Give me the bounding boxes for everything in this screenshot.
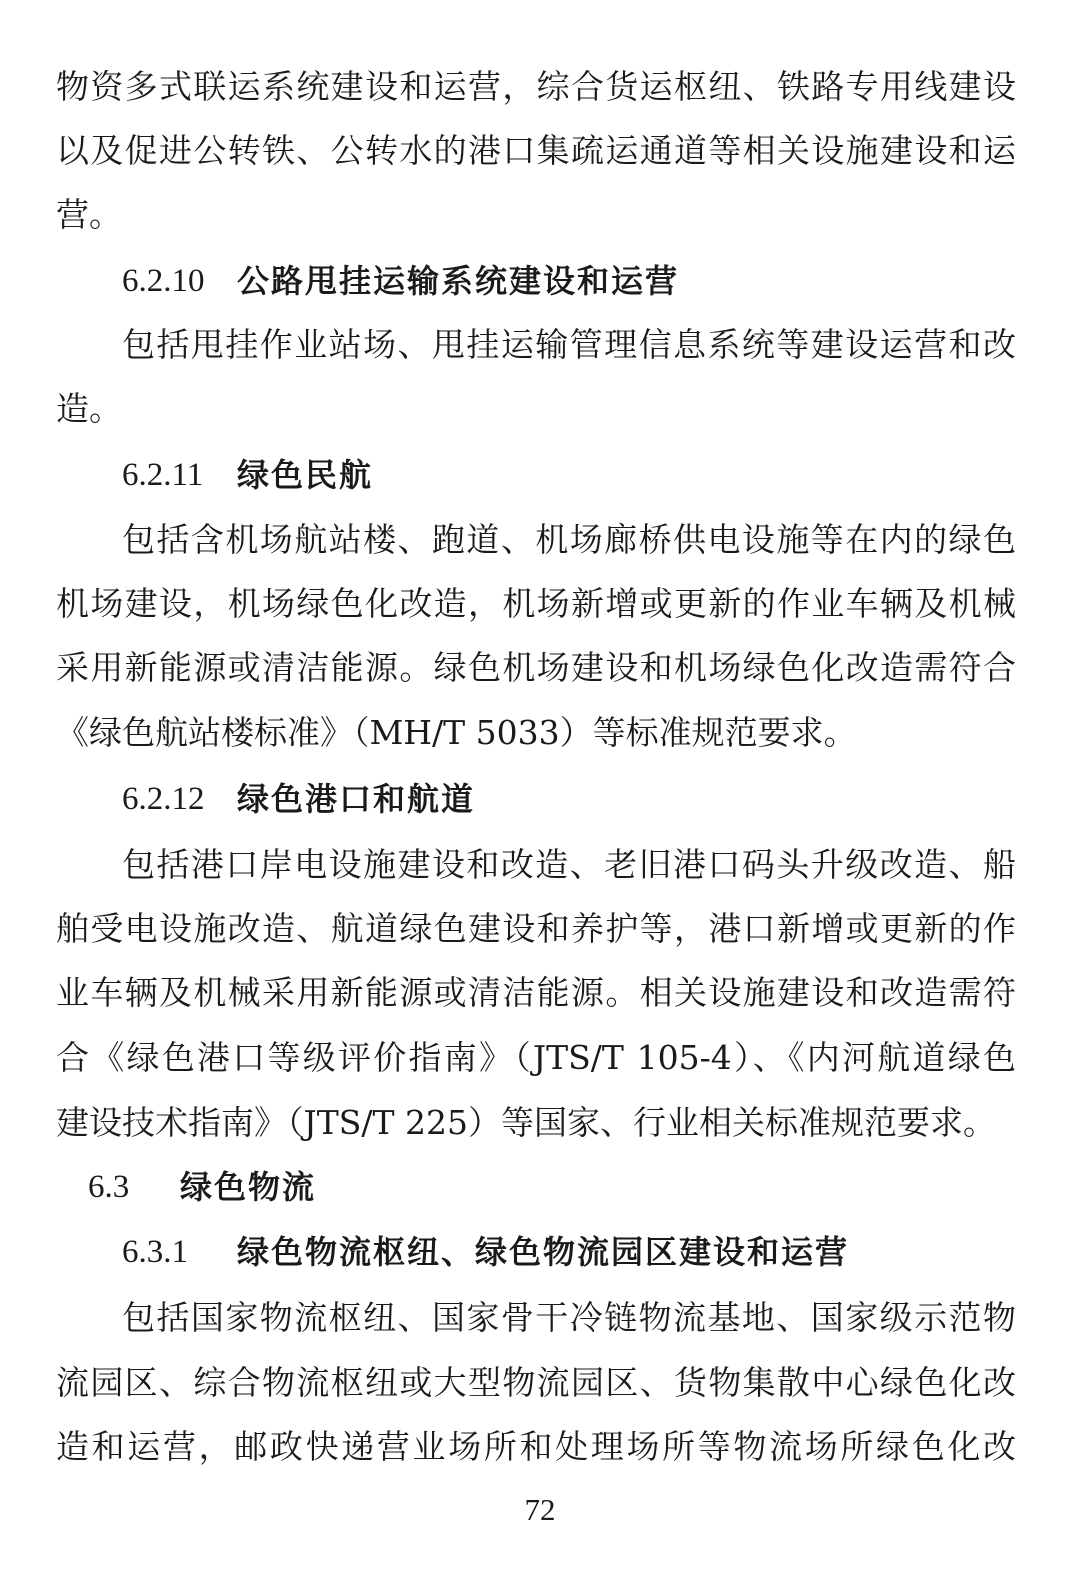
body-line: 业车辆及机械采用新能源或清洁能源。相关设施建设和改造需符 — [56, 973, 1016, 1012]
section-number: 6.3.1 — [122, 1234, 188, 1270]
body-line: 物资多式联运系统建设和运营，综合货运枢纽、铁路专用线建设 — [56, 67, 1016, 106]
body-line: 造。 — [56, 389, 122, 428]
section-number: 6.2.11 — [122, 457, 204, 493]
section-heading-6-2-12 — [122, 774, 1016, 824]
body-line: 营。 — [56, 195, 122, 234]
section-heading-6-3-1 — [122, 1227, 1016, 1277]
section-title: 绿色民航 — [237, 456, 374, 494]
body-line: 建设技术指南》（JTS/T 225）等国家、行业相关标准规范要求。 — [56, 1103, 996, 1142]
body-line: 合《绿色港口等级评价指南》（JTS/T 105-4）、《内河航道绿色 — [56, 1038, 1016, 1077]
body-line: 包括国家物流枢纽、国家骨干冷链物流基地、国家级示范物 — [122, 1298, 1016, 1337]
body-line: 造和运营，邮政快递营业场所和处理场所等物流场所绿色化改 — [56, 1427, 1016, 1466]
body-line: 流园区、综合物流枢纽或大型物流园区、货物集散中心绿色化改 — [56, 1363, 1016, 1402]
section-number: 6.2.12 — [122, 781, 205, 817]
section-heading-6-2-11 — [122, 450, 1016, 500]
body-line: 机场建设，机场绿色化改造，机场新增或更新的作业车辆及机械 — [56, 584, 1016, 623]
body-line: 包括港口岸电设施建设和改造、老旧港口码头升级改造、船 — [122, 845, 1016, 884]
section-title: 绿色物流枢纽、绿色物流园区建设和运营 — [237, 1233, 850, 1271]
section-title: 公路甩挂运输系统建设和运营 — [237, 262, 680, 300]
body-line: 舶受电设施改造、航道绿色建设和养护等，港口新增或更新的作 — [56, 909, 1016, 948]
body-line: 包括含机场航站楼、跑道、机场廊桥供电设施等在内的绿色 — [122, 520, 1016, 559]
section-number: 6.3 — [88, 1169, 130, 1205]
section-heading-6-2-10 — [122, 256, 1016, 306]
body-line: 包括甩挂作业站场、甩挂运输管理信息系统等建设运营和改 — [122, 325, 1016, 364]
page-number: 72 — [524, 1492, 556, 1527]
section-number: 6.2.10 — [122, 263, 205, 299]
body-line: 采用新能源或清洁能源。绿色机场建设和机场绿色化改造需符合 — [56, 648, 1016, 687]
section-title: 绿色物流 — [180, 1168, 317, 1206]
section-title: 绿色港口和航道 — [237, 780, 476, 818]
section-heading-6-3 — [88, 1162, 1016, 1212]
body-line: 以及促进公转铁、公转水的港口集疏运通道等相关设施建设和运 — [56, 131, 1016, 170]
body-line: 《绿色航站楼标准》（MH/T 5033）等标准规范要求。 — [56, 713, 857, 752]
